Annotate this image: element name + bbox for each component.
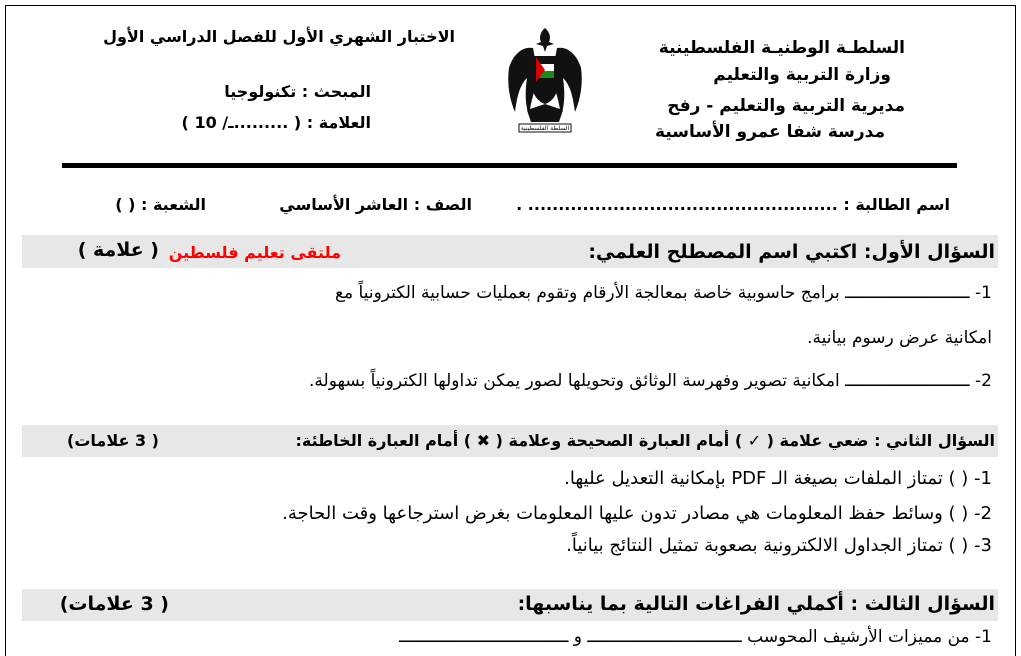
q3-marks: ( 3 علامات) [59,593,169,615]
subject-label: المبحث : تكنولوجيا [224,82,371,101]
authority-name: السلطـة الوطنيـة الفلسطينية [658,38,905,58]
q1-marks: ( علامة ) [77,239,159,261]
exam-title: الاختبار الشهري الأول للفصل الدراسي الأول [103,27,455,46]
q3-item-1: 1- من مميزات الأرشيف المحوسب ـــــــــــــــــــــــــــــــ و ــــــــــــــــــــــــــــــــــ [399,627,992,647]
directorate-name: مديرية التربية والتعليم - رفح [667,96,905,116]
q1-item-1: 1- ـــــــــــــــــــــــــ برامج حاسوبية خاصة بمعالجة الأرقام وتقوم بعمليات حسابية الكترونياً مع [334,283,992,303]
watermark-text: ملتقى تعليم فلسطين [168,243,341,262]
q2-title: السؤال الثاني : ضعي علامة ( ✓ ) أمام العبارة الصحيحة وعلامة ( ✖ ) أمام العبارة الخاطئة: [295,431,995,450]
palestine-eagle-emblem [505,26,585,134]
student-name-field: اسم الطالبة : ................................................... . [516,195,950,214]
q3-title: السؤال الثالث : أكملي الفراغات التالية بما يناسبها: [517,593,995,615]
header-divider [62,163,957,168]
q1-item-1-continued: امكانية عرض رسوم بيانية. [807,328,992,348]
q1-title: السؤال الأول: اكتبي اسم المصطلح العلمي: [588,241,995,263]
class-label: الصف : العاشر الأساسي [279,195,472,214]
q1-item-2: 2- ـــــــــــــــــــــــــ امكانية تصوير وفهرسة الوثائق وتحويلها لصور يمكن تداولها الكترونياً بسهولة. [309,371,992,391]
q2-item-2: 2- ( ) وسائط حفظ المعلومات هي مصادر تدون عليها المعلومات بغرض استرجاعها وقت الحاجة. [282,503,992,524]
q2-item-3: 3- ( ) تمتاز الجداول الالكترونية بصعوبة تمثيل النتائج بيانياً. [566,535,992,556]
school-name: مدرسة شفا عمرو الأساسية [655,122,885,142]
ministry-name: وزارة التربية والتعليم [713,65,891,85]
grade-label: العلامة : ( .........ـ/ 10 ) [181,113,371,132]
q2-item-1: 1- ( ) تمتاز الملفات بصيغة الـ PDF بإمكانية التعديل عليها. [564,468,992,489]
q2-marks: ( 3 علامات) [67,431,159,450]
emblem-caption: السلطة الفلسطينية [520,125,570,132]
section-label: الشعبة : ( ) [115,195,206,214]
